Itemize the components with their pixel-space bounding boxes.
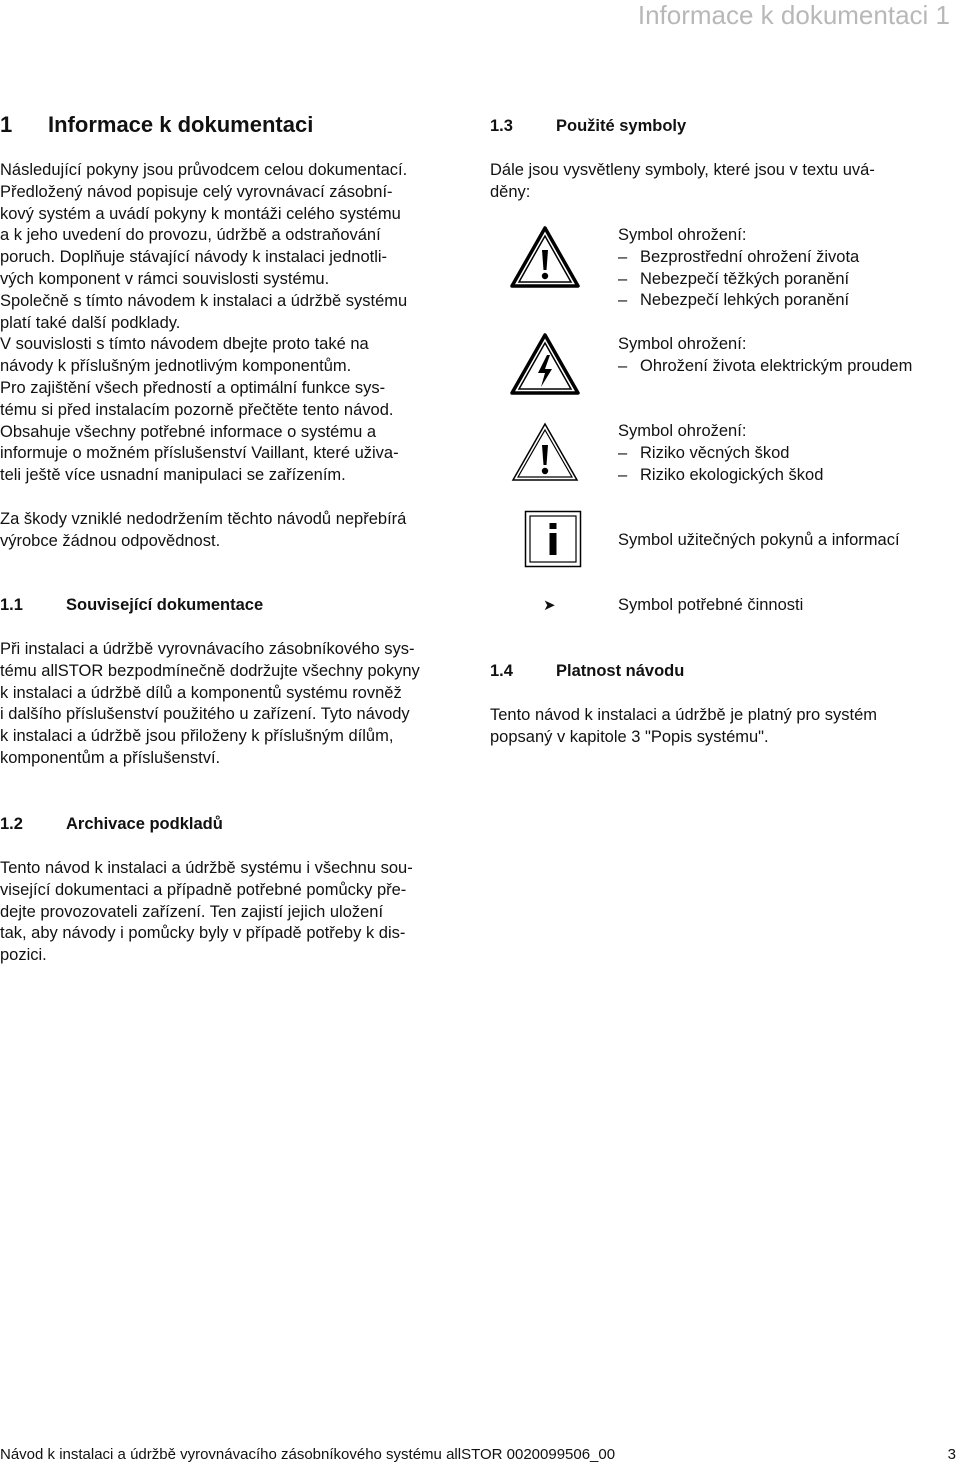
text-line: komponentům a příslušenství.: [0, 748, 221, 767]
dash: –: [618, 356, 628, 375]
liability-note: [0, 509, 476, 553]
section-number: 1.3: [490, 117, 513, 135]
symbol-description: [618, 421, 960, 486]
caution-triangle-icon: [510, 421, 580, 483]
symbol-description: [618, 334, 960, 378]
symbol-item: – Ohrožení života elektrickým proudem: [618, 356, 960, 378]
danger-triangle-icon: [510, 226, 580, 288]
symbol-description: [618, 530, 960, 552]
text-line: k instalaci a údržbě jsou přiloženy k příslušným dílům,: [0, 727, 394, 746]
symbol-label: Symbol ohrožení:: [618, 335, 747, 353]
text-line: návody k příslušným jednotlivým komponentům.: [0, 357, 352, 376]
section-1-heading: [0, 112, 313, 138]
symbol-item: – Nebezpečí těžkých poranění: [618, 269, 960, 291]
symbol-description: [618, 225, 960, 312]
text-line: teli ještě více usnadní manipulaci se zařízením.: [0, 466, 346, 485]
section-1-1-paragraph: [0, 639, 476, 770]
dash: –: [618, 291, 628, 310]
symbol-item: – Bezprostřední ohrožení života: [618, 247, 960, 269]
text-line: Následující pokyny jsou průvodcem celou dokumentací.: [0, 161, 408, 179]
dash: –: [618, 443, 628, 462]
text-line: visející dokumentaci a případně potřebné pomůcky pře-: [0, 880, 407, 899]
section-number: 1.2: [0, 815, 23, 833]
section-1-2-paragraph: [0, 858, 476, 967]
text-line: Pro zajištění všech předností a optimální funkce sys-: [0, 378, 386, 397]
symbol-item: – Riziko ekologických škod: [618, 465, 960, 487]
section-number: 1.1: [0, 596, 23, 614]
text-line: kový systém a uvádí pokyny k montáži celého systému: [0, 204, 401, 223]
symbol-description: [618, 595, 960, 617]
text-line: Společně s tímto návodem k instalaci a údržbě systému: [0, 291, 408, 310]
text-line: k instalaci a údržbě dílů a komponentů systému rovněž: [0, 683, 402, 702]
text-line: V souvislosti s tímto návodem dbejte proto také na: [0, 335, 369, 354]
text-line: informuje o možném příslušenství Vaillant, které uživa-: [0, 444, 399, 463]
section-title: Informace k dokumentaci: [48, 112, 314, 137]
dash: –: [618, 269, 628, 288]
symbols-intro: [490, 160, 960, 204]
text-line: a k jeho uvedení do provozu, údržbě a odstraňování: [0, 226, 381, 245]
text-line: Za škody vzniklé nedodržením těchto návodů nepřebírá: [0, 510, 407, 528]
electric-danger-icon: [510, 333, 580, 395]
text-line: pozici.: [0, 946, 47, 965]
section-number: 1.4: [490, 662, 513, 680]
dash: –: [618, 247, 628, 266]
symbol-item: – Riziko věcných škod: [618, 443, 960, 465]
text-line: i dalšího příslušenství použitého u zařízení. Tyto návody: [0, 705, 410, 724]
page-number: 3: [947, 1446, 956, 1463]
symbol-label: Symbol užitečných pokynů a informací: [618, 531, 900, 549]
symbol-label: Symbol potřebné činnosti: [618, 596, 804, 614]
symbol-item: – Nebezpečí lehkých poranění: [618, 290, 960, 312]
section-1-paragraph: [0, 160, 476, 487]
section-1-1-heading: [0, 596, 263, 615]
text-line: Tento návod k instalaci a údržbě je platný pro systém: [490, 706, 878, 724]
text-line: děny:: [490, 182, 531, 201]
text-line: Tento návod k instalaci a údržbě systému i všechnu sou-: [0, 859, 413, 877]
symbol-label: Symbol ohrožení:: [618, 226, 747, 244]
section-1-2-heading: [0, 815, 223, 834]
text-line: popsaný v kapitole 3 "Popis systému".: [490, 727, 769, 746]
text-line: Dále jsou vysvětleny symboly, které jsou v textu uvá-: [490, 161, 875, 179]
text-line: dejte provozovateli zařízení. Ten zajistí jejich uložení: [0, 902, 384, 921]
arrowhead-icon: ➤: [543, 597, 556, 614]
section-1-4-heading: [490, 662, 684, 681]
section-title: Použité symboly: [556, 117, 687, 135]
text-line: Při instalaci a údržbě vyrovnávacího zásobníkového sys-: [0, 640, 415, 658]
text-line: tému si před instalacím pozorně přečtěte tento návod.: [0, 400, 394, 419]
section-1-3-heading: [490, 117, 686, 136]
section-1-4-paragraph: [490, 705, 960, 749]
text-line: platí také další podklady.: [0, 313, 181, 332]
text-line: výrobce žádnou odpovědnost.: [0, 531, 221, 550]
running-header: Informace k dokumentaci 1: [637, 0, 950, 30]
section-number: 1: [0, 112, 13, 137]
section-title: Související dokumentace: [66, 596, 264, 614]
symbol-label: Symbol ohrožení:: [618, 422, 747, 440]
text-line: Předložený návod popisuje celý vyrovnávací zásobní-: [0, 182, 393, 201]
text-line: tému allSTOR bezpodmínečně dodržujte všechny pokyny: [0, 661, 420, 680]
dash: –: [618, 465, 628, 484]
text-line: Obsahuje všechny potřebné informace o systému a: [0, 422, 377, 441]
footer-doc-title: Návod k instalaci a údržbě vyrovnávacího zásobníkového systému allSTOR 0020099506_00: [0, 1446, 616, 1463]
text-line: tak, aby návody i pomůcky byly v případě potřeby k dis-: [0, 924, 406, 943]
section-title: Platnost návodu: [556, 662, 685, 680]
info-icon: [524, 510, 582, 568]
text-line: poruch. Doplňuje stávající návody k instalaci jednotli-: [0, 248, 388, 267]
text-line: vých komponent v rámci souvislosti systému.: [0, 269, 330, 288]
section-title: Archivace podkladů: [66, 815, 223, 833]
